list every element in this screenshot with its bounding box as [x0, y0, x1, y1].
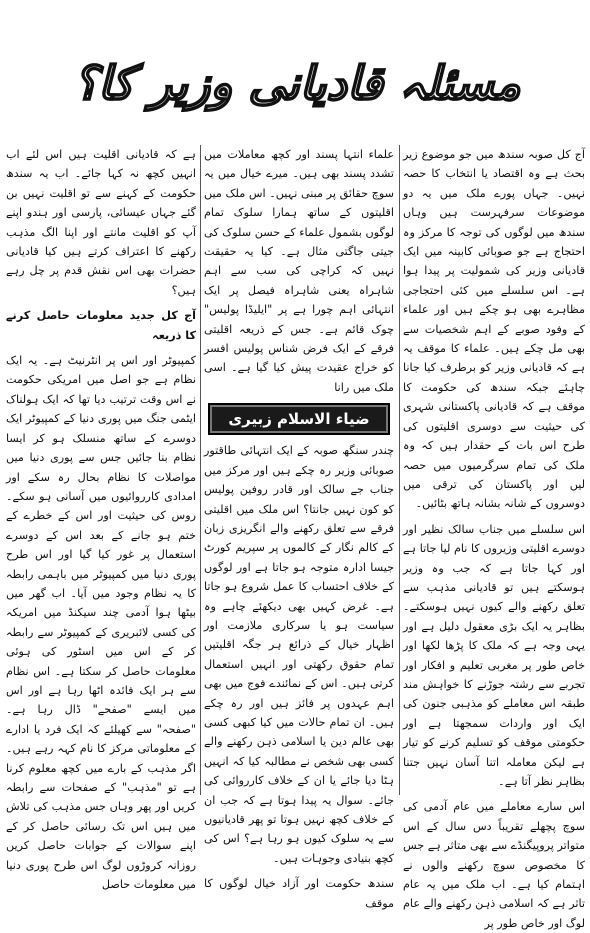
paragraph: چندر سنگھ صوبہ کے ایک انتہائی طاقتور صوبائی وزیر رہ چکے ہیں اور مرکز میں جناب جے سالک اور قادر روفین پولیس کو کون نہیں جانتا؟ اس ملک میں اقلیتی فرقے سے تعلق رکھنے والے انگریزی زبان کے کالم نگار کے کالموں پر سپریم کورٹ جیسا ادارہ متوجہ ہو جاتا ہے اور لوگوں کے خلاف احتساب کا عمل شروع ہو جاتا ہے۔ غرض کہیں بھی دیکھئے چاہے وہ سیاست ہو یا سرکاری ملازمت اور اظہار خیال کے ذرائع ہر جگہ اقلیتیں تمام حقوق رکھتی اور انہیں استعمال کرتی ہیں۔ اس کے نمائندے فوج میں بھی اہم عہدوں پر فائز ہیں اور رہ چکے ہیں۔ ان تمام حالات میں کیا کبھی کسی بھی عالم دین یا اسلامی ذہن رکھنے والے کسی بھی شخص نے مطالبہ کیا کہ انہیں ہٹا دیا جائے یا ان کے خلاف کارروائی کی جائے۔ سوال یہ پیدا ہوتا ہے کہ جب ان کے خلاف کچھ نہیں ہوتا تو پھر قادیانیوں سے یہ سلوک کیوں ہو رہا ہے؟ اس کی کچھ بنیادی وجوہات ہیں۔	[204, 444, 394, 865]
paragraph: علماء انتہا پسند اور کچھ معاملات میں تشدد پسند بھی ہیں۔ میرے خیال میں یہ سوچ حقائق پر مبنی نہیں۔ اس ملک میں اقلیتوں کے ساتھ ہمارا سلوک تمام لوگوں بشمول علماء کے حسن سلوک کی جیتی جاگتی مثال ہے۔ کیا یہ حقیقت نہیں کہ کراچی کی سب سے اہم شاہراہ یعنی شاہراہ فیصل پر ایک انتہائی اہم چورا ہے پر "ایلیڈا پولیس" چوک قائم ہے۔ جس کے ذریعہ اقلیتی فرقے کے ایک فرض شناس پولیس افسر کو خراج عقیدت پیش کیا گیا ہے۔ اسی ملک میں رانا	[204, 148, 394, 394]
paragraph: کمپیوٹر اور اس پر انٹرنیٹ ہے۔ یہ ایک نظام ہے جو اصل میں امریکی حکومت نے اس وقت ترتیب دیا تھا کہ ایک ہولناک ایٹمی جنگ میں پوری دنیا کے کمپیوٹر ایک دوسرے کے ساتھ منسلک ہو کر ایسا نظام بنا جائیں جس سے پوری دنیا میں مواصلات کا نظام بحال رہ سکے اور امدادی کارروائیوں میں آسانی ہو سکے۔ روس کی حیثیت اور اس کے خطرے کے ختم ہو جانے کے بعد اس کے دوسرے استعمال پر غور کیا گیا اور اس طرح پوری دنیا میں کمپیوٹر میں باہمی رابطہ کا یہ نظام وجود میں آیا۔ اب گھر میں بیٹھا ہوا آدمی چند سیکنڈ میں امریکہ کی کسی لائبریری کے کمپیوٹر سے رابطہ کر کے اس میں اسٹور کی ہوئی معلومات حاصل کر سکتا ہے۔ اس نظام سے ہر ایک فائدہ اٹھا رہا ہے اور اس میں ایسے "صفحے" ڈال رہا ہے۔ "صفحہ" سے کھیلئے کہ ایک فرد یا ادارے کے معلوماتی مرکز کا نام کہہ رہے ہیں۔ اگر مذہب کے بارے میں کچھ معلوم کرنا ہے تو "مذہب" کے صفحات سے رابطہ کریں اور پھر وہاں جس مذہب کی تلاش میں ہیں اس تک رسائی حاصل کر کے اپنے سوالات کے جوابات حاصل کریں روزانہ کروڑوں لوگ اس طرح پوری دنیا میں معلومات حاصل	[6, 354, 196, 892]
paragraph: ہے کہ قادیانی اقلیت ہیں اس لئے اب انہیں کچھ نہ کہا جائے۔ اب یہ سندھ حکومت کے کہنے سے تو اقلیت نہیں بن گئے جہاں عیسائی، پارسی اور ہندو اپنے آپ کو اقلیت مانتے اور اپنا الگ مذہب رکھنے کا اعتراف کرتے ہیں کیا قادیانی حضرات بھی اس نقش قدم پر چل رہے ہیں؟	[6, 148, 196, 297]
paragraph: اس سلسلے میں جناب سالک نظیر اور دوسرے اقلیتی وزیروں کا نام لیا جاتا ہے اور کہا جاتا ہے کہ جب وہ وزیر ہوسکتے ہیں تو قادیانی مذہب سے تعلق رکھنے والے کیوں نہیں ہوسکتے۔ بظاہر یہ ایک بڑی معقول دلیل ہے اور یہی وجہ ہے کہ ملک کا پڑھا لکھا اور خاص طور پر مغربی تعلیم و افکار اور تجربے سے رشتہ جوڑنے کا خواہش مند طبقہ اس معاملے کو مذہبی جنون کی ایک اور واردات سمجھتا ہے اور حکومتی موقف کو تسلیم کرنے کو تیار ہے لیکن معاملہ اتنا آسان نہیں جتنا بظاہر نظر آتا ہے۔	[403, 522, 585, 788]
column-divider	[200, 145, 201, 795]
article-column-left	[6, 145, 196, 892]
section-subheading: آج کل جدید معلومات حاصل کرنے کا ذریعہ	[6, 309, 196, 342]
article-column-middle	[204, 145, 394, 910]
paragraph: آج کل صوبہ سندھ میں جو موضوع زیر بحث ہے وہ اقتصاد یا انتخاب کا حصہ نہیں۔ جہاں پورے ملک میں یہ دو موضوعات سرفہرست ہیں وہاں سندھ میں لوگوں کی توجہ کا مرکز وہ احتجاج ہے جو صوبائی کابینہ میں ایک قادیانی وزیر کی شمولیت پر پیدا ہوا ہے۔ اس سلسلے میں کئی احتجاجی مظاہرے بھی ہو چکے ہیں اور علماء کے وفود صوبے کے اہم شخصیات سے بھی مل چکے ہیں۔ علماء کا موقف یہ ہے کہ قادیانی وزیر کو برطرف کیا جانا چاہئے جبکہ سندھ کی حکومت کا موقف ہے کہ قادیانی پاکستانی شہری کی حیثیت سے دوسری اقلیتوں کی طرح اس بات کے حقدار ہیں کہ وہ ملک کی تمام سرگرمیوں میں حصہ لیں اور پاکستان کی ترقی میں دوسروں کے شانہ بشانہ ہاتھ بٹائیں۔	[403, 148, 585, 511]
author-byline: ضیاء الاسلام زبیری	[208, 403, 390, 435]
column-divider	[399, 145, 400, 795]
headline-title: مسئلہ قادیانی وزیر کا؟	[73, 56, 521, 110]
headline-banner	[73, 40, 521, 126]
paragraph: سندھ حکومت اور آزاد خیال لوگوں کا موقف	[204, 877, 394, 910]
article-column-right	[403, 145, 585, 930]
paragraph: اس سارے معاملے میں عام آدمی کی سوچ پچھلے تقریباً دس سال کے اس متواتر پروپیگنڈے سے بھی متاثر ہے جس کا مخصوص سوچ رکھنے والوں نے اہتمام کیا ہے۔ اب ملک میں یہ عام تاثر ہے کہ اسلامی ذہن رکھنے والے عام لوگ اور خاص طور پر	[403, 800, 585, 930]
